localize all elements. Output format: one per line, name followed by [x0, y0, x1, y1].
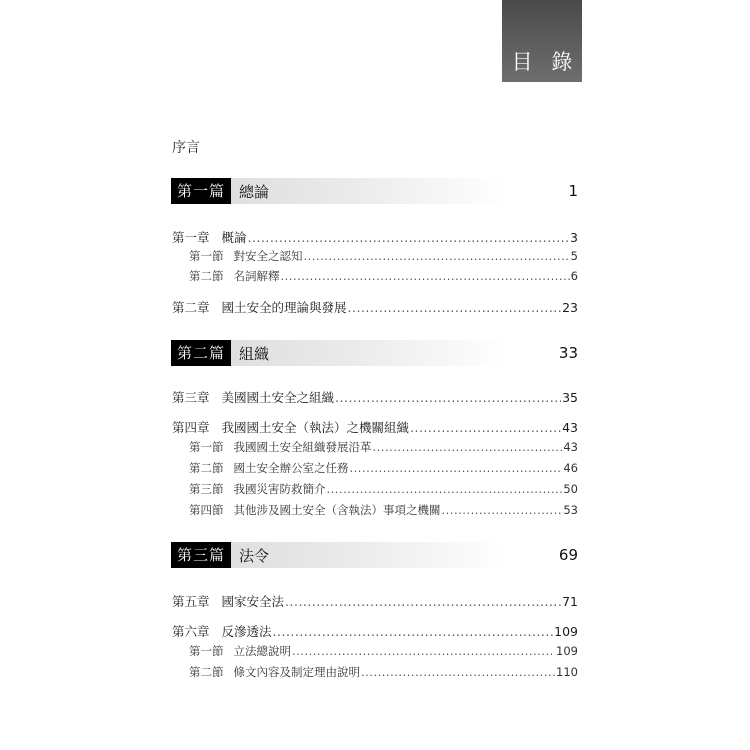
- chapter-title: 國土安全的理論與發展: [221, 300, 347, 315]
- dot-leader: [248, 230, 570, 245]
- chapter-label: 第四章: [172, 420, 210, 435]
- section-entry[interactable]: [189, 460, 578, 476]
- dot-leader: [292, 644, 555, 658]
- page-number: 110: [556, 665, 578, 679]
- part-heading[interactable]: [171, 178, 581, 204]
- page-number: 43: [563, 440, 578, 454]
- part-title: 法令: [239, 546, 270, 565]
- page-number: 43: [562, 420, 578, 435]
- chapter-title: 反滲透法: [221, 624, 272, 639]
- section-title: 立法總說明: [233, 644, 291, 658]
- chapter-label: 第一章: [172, 230, 210, 245]
- chapter-label: 第二章: [172, 300, 210, 315]
- section-label: 第二節: [189, 461, 224, 475]
- part-label: 第三篇: [171, 542, 231, 568]
- section-label: 第四節: [189, 503, 224, 517]
- section-entry[interactable]: [189, 502, 578, 518]
- chapter-entry[interactable]: [172, 592, 578, 610]
- dot-leader: [304, 249, 570, 263]
- page-number: 3: [570, 230, 578, 245]
- section-label: 第一節: [189, 440, 224, 454]
- chapter-entry[interactable]: [172, 388, 578, 406]
- page-number: 71: [562, 594, 578, 609]
- page-number: 50: [563, 482, 578, 496]
- part-label: 第二篇: [171, 340, 231, 366]
- dot-leader: [285, 594, 561, 609]
- section-title: 對安全之認知: [233, 249, 303, 263]
- dot-leader: [373, 440, 563, 454]
- part-page-number: 1: [568, 182, 578, 200]
- section-title: 我國國土安全組織發展沿革: [233, 440, 372, 454]
- section-label: 第二節: [189, 269, 224, 283]
- page-number: 53: [563, 503, 578, 517]
- chapter-entry[interactable]: [172, 228, 578, 246]
- dot-leader: [281, 269, 570, 283]
- section-title: 條文內容及制定理由說明: [233, 665, 360, 679]
- section-title: 其他涉及國土安全（含執法）事項之機關: [233, 503, 441, 517]
- dot-leader: [350, 461, 563, 475]
- section-title: 名詞解釋: [233, 269, 280, 283]
- section-title: 我國災害防救簡介: [233, 482, 326, 496]
- part-title: 總論: [239, 182, 270, 201]
- chapter-label: 第五章: [172, 594, 210, 609]
- chapter-label: 第六章: [172, 624, 210, 639]
- toc-title: 目 錄: [511, 50, 579, 74]
- dot-leader: [348, 300, 562, 315]
- part-heading[interactable]: [171, 340, 581, 366]
- dot-leader: [335, 390, 561, 405]
- chapter-entry[interactable]: [172, 418, 578, 436]
- dot-leader: [273, 624, 554, 639]
- section-entry[interactable]: [189, 439, 578, 455]
- page-number: 109: [556, 644, 578, 658]
- chapter-title: 我國國土安全（執法）之機關組織: [221, 420, 410, 435]
- chapter-entry[interactable]: [172, 298, 578, 316]
- page-number: 23: [562, 300, 578, 315]
- section-label: 第一節: [189, 644, 224, 658]
- section-label: 第一節: [189, 249, 224, 263]
- chapter-title: 概論: [221, 230, 247, 245]
- section-label: 第三節: [189, 482, 224, 496]
- chapter-entry[interactable]: [172, 622, 578, 640]
- section-entry[interactable]: [189, 248, 578, 264]
- section-entry[interactable]: [189, 664, 578, 680]
- part-label: 第一篇: [171, 178, 231, 204]
- section-label: 第二節: [189, 665, 224, 679]
- preface-entry[interactable]: 序言: [172, 140, 200, 156]
- dot-leader: [327, 482, 563, 496]
- section-entry[interactable]: [189, 643, 578, 659]
- page-number: 6: [570, 269, 578, 283]
- chapter-label: 第三章: [172, 390, 210, 405]
- toc-title-box: [502, 0, 582, 82]
- part-page-number: 33: [558, 344, 578, 362]
- page-number: 5: [570, 249, 578, 263]
- section-entry[interactable]: [189, 481, 578, 497]
- part-heading[interactable]: [171, 542, 581, 568]
- part-page-number: 69: [558, 546, 578, 564]
- section-entry[interactable]: [189, 268, 578, 284]
- chapter-title: 美國國土安全之組織: [221, 390, 335, 405]
- dot-leader: [442, 503, 563, 517]
- dot-leader: [361, 665, 555, 679]
- page-number: 46: [563, 461, 578, 475]
- page-number: 35: [562, 390, 578, 405]
- page-number: 109: [554, 624, 578, 639]
- part-title: 組織: [239, 344, 270, 363]
- dot-leader: [410, 420, 561, 435]
- section-title: 國土安全辦公室之任務: [233, 461, 349, 475]
- chapter-title: 國家安全法: [221, 594, 285, 609]
